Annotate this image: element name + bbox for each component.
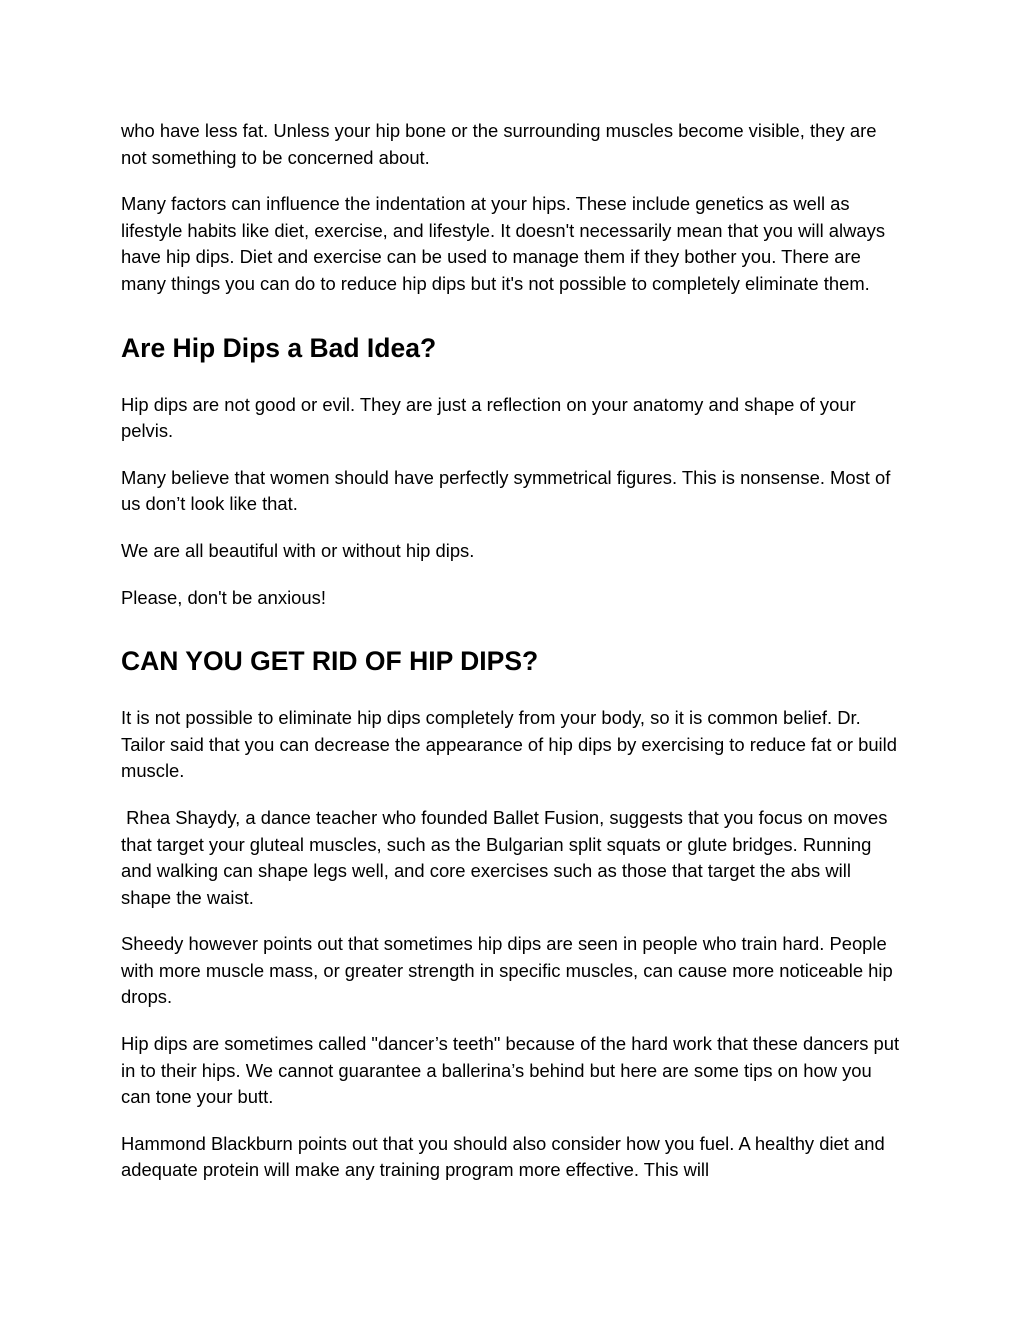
paragraph: Hammond Blackburn points out that you should also consider how you fuel. A healthy diet and adequate protein will make any training program more effective. This will <box>121 1132 885 1181</box>
paragraph: Hip dips are not good or evil. They are just a reflection on your anatomy and shape of your pelvis. <box>121 393 856 442</box>
paragraph: Many believe that women should have perfectly symmetrical figures. This is nonsense. Most of us don’t look like that. <box>121 466 891 515</box>
paragraph: who have less fat. Unless your hip bone or the surrounding muscles become visible, they are not something to be concerned about. <box>121 120 882 168</box>
section-heading-bad-idea: Are Hip Dips a Bad Idea? <box>121 332 437 363</box>
paragraph: It is not possible to eliminate hip dips completely from your body, so it is common belief. Dr. Tailor said that you can decrease the appearance of hip dips by exercising to reduce fat or build muscle. <box>121 707 897 782</box>
document-body <box>121 118 906 1204</box>
section-heading-get-rid: CAN YOU GET RID OF HIP DIPS? <box>121 646 539 677</box>
paragraph: Many factors can influence the indentation at your hips. These include genetics as well as lifestyle habits like diet, exercise, and lifestyle. It doesn't necessarily mean that you will always have hip dips. Diet and exercise can be used to manage them if they bother you. There are many things you can do to reduce hip dips but it's not possible to completely eliminate them. <box>121 193 886 294</box>
paragraph: Rhea Shaydy, a dance teacher who founded Ballet Fusion, suggests that you focus on moves that target your gluteal muscles, such as the Bulgarian split squats or glute bridges. Running and walking can shape legs well, and core exercises such as those that target the abs will shape the waist. <box>121 806 893 908</box>
paragraph: We are all beautiful with or without hip dips. <box>121 539 475 561</box>
paragraph: Hip dips are sometimes called "dancer’s teeth" because of the hard work that these dancers put in to their hips. We cannot guarantee a ballerina’s behind but here are some tips on how you can tone your butt. <box>121 1033 900 1108</box>
paragraph: Please, don't be anxious! <box>121 586 326 608</box>
paragraph: Sheedy however points out that sometimes hip dips are seen in people who train hard. People with more muscle mass, or greater strength in specific muscles, can cause more noticeable hip drops. <box>121 933 893 1008</box>
